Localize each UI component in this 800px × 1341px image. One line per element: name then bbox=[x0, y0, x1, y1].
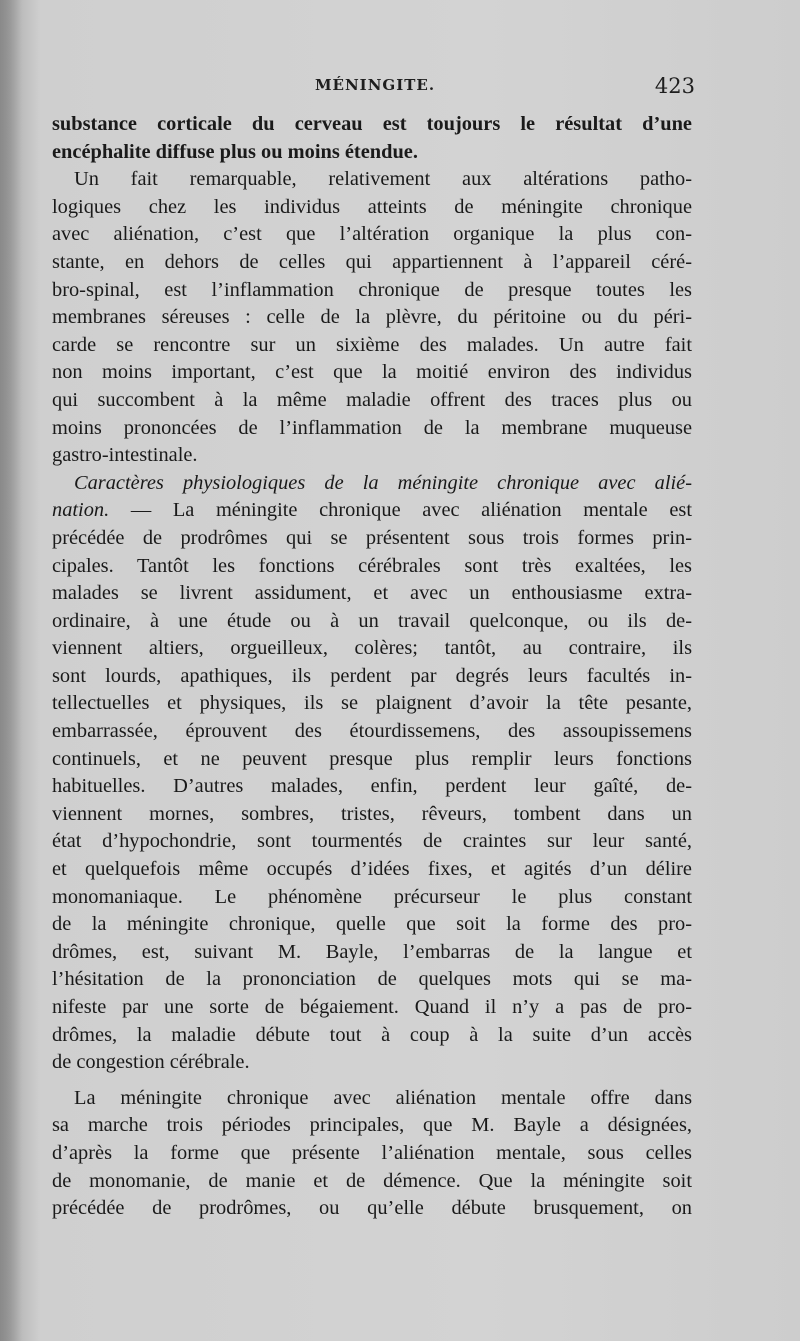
text-line: habituelles. D’autres malades, enfin, perdent leur gaîté, de- bbox=[52, 775, 692, 798]
text-line: substance corticale du cerveau est toujours le résultat d’une bbox=[52, 113, 692, 135]
section-heading-cont: nation. bbox=[52, 499, 110, 522]
paragraph-gap bbox=[52, 1077, 692, 1085]
text-line: non moins important, c’est que la moitié environ des individus bbox=[52, 361, 692, 384]
text-line: de congestion cérébrale. bbox=[52, 1051, 250, 1074]
text-line: drômes, la maladie débute tout à coup à la suite d’un accès bbox=[52, 1023, 692, 1046]
text-line: de la méningite chronique, quelle que soit la forme des pro- bbox=[52, 913, 692, 936]
text-line: nifeste par une sorte de bégaiement. Quand il n’y a pas de pro- bbox=[52, 996, 692, 1018]
text-line: viennent mornes, sombres, tristes, rêveurs, tombent dans un bbox=[52, 802, 692, 825]
text-line: et quelquefois même occupés d’idées fixes, et agités d’un délire bbox=[52, 858, 692, 881]
text-line: de monomanie, de manie et de démence. Que la méningite soit bbox=[52, 1169, 692, 1192]
text-line: embarrassée, éprouvent des étourdissemens, des assoupissemens bbox=[52, 720, 692, 743]
text-line: carde se rencontre sur un sixième des malades. Un autre fait bbox=[52, 333, 692, 356]
paragraph-2 bbox=[52, 166, 692, 470]
paragraph-1 bbox=[52, 111, 692, 166]
text-line: gastro-intestinale. bbox=[52, 444, 198, 467]
text-line: tellectuelles et physiques, ils se plaignent d’avoir la tête pesante, bbox=[52, 692, 692, 715]
text-line: état d’hypochondrie, sont tourmentés de craintes sur leur santé, bbox=[52, 830, 692, 853]
text-line: sont lourds, apathiques, ils perdent par degrés leurs facultés in- bbox=[52, 664, 692, 687]
text-line: ordinaire, à une étude ou à un travail quelconque, ou ils de- bbox=[52, 609, 692, 632]
text-line: avec aliénation, c’est que l’altération organique la plus con- bbox=[52, 223, 692, 246]
text-line: moins prononcées de l’inflammation de la membrane muqueuse bbox=[52, 416, 692, 439]
text-line: cipales. Tantôt les fonctions cérébrales sont très exaltées, les bbox=[52, 554, 692, 577]
text-line: drômes, est, suivant M. Bayle, l’embarras de la langue et bbox=[52, 940, 692, 963]
text-line: l’hésitation de la prononciation de quelques mots qui se ma- bbox=[52, 968, 692, 991]
text-line: stante, en dehors de celles qui appartiennent à l’appareil céré- bbox=[52, 250, 692, 273]
text-line: membranes séreuses : celle de la plèvre, du péritoine ou du péri- bbox=[52, 306, 692, 329]
running-head bbox=[55, 76, 695, 102]
text-line: précédée de prodrômes, ou qu’elle débute brusquement, on bbox=[52, 1197, 692, 1220]
page-number: 423 bbox=[654, 74, 695, 98]
body-text bbox=[52, 111, 692, 1223]
text-line: qui succombent à la même maladie offrent des traces plus ou bbox=[52, 388, 692, 411]
text-line: continuels, et ne peuvent presque plus remplir leurs fonctions bbox=[52, 747, 692, 770]
text-line: encéphalite diffuse plus ou moins étendue. bbox=[52, 140, 418, 163]
running-title: MÉNINGITE. bbox=[314, 76, 436, 94]
text-line: Un fait remarquable, relativement aux altérations patho- bbox=[74, 168, 692, 191]
section-heading: Caractères physiologiques de la méningite chronique avec alié- bbox=[74, 471, 692, 494]
text-line: La méningite chronique avec aliénation mentale offre dans bbox=[74, 1086, 692, 1109]
binding-shadow bbox=[0, 0, 22, 1341]
text-line-rest: — La méningite chronique avec aliénation mentale est bbox=[130, 499, 692, 522]
paragraph-3 bbox=[52, 470, 692, 1077]
text-line: bro-spinal, est l’inflammation chronique de presque toutes les bbox=[52, 278, 692, 301]
text-line: précédée de prodrômes qui se présentent sous trois formes prin- bbox=[52, 526, 692, 549]
paragraph-4 bbox=[52, 1085, 692, 1223]
text-line: monomaniaque. Le phénomène précurseur le plus constant bbox=[52, 885, 692, 908]
text-line: viennent altiers, orgueilleux, colères; tantôt, au contraire, ils bbox=[52, 637, 692, 660]
text-line: sa marche trois périodes principales, que M. Bayle a désignées, bbox=[52, 1114, 692, 1137]
text-line: d’après la forme que présente l’aliénation mentale, sous celles bbox=[52, 1141, 692, 1164]
text-line: malades se livrent assidument, et avec un enthousiasme extra- bbox=[52, 582, 692, 605]
text-line bbox=[52, 497, 692, 525]
text-line: logiques chez les individus atteints de méningite chronique bbox=[52, 195, 692, 218]
